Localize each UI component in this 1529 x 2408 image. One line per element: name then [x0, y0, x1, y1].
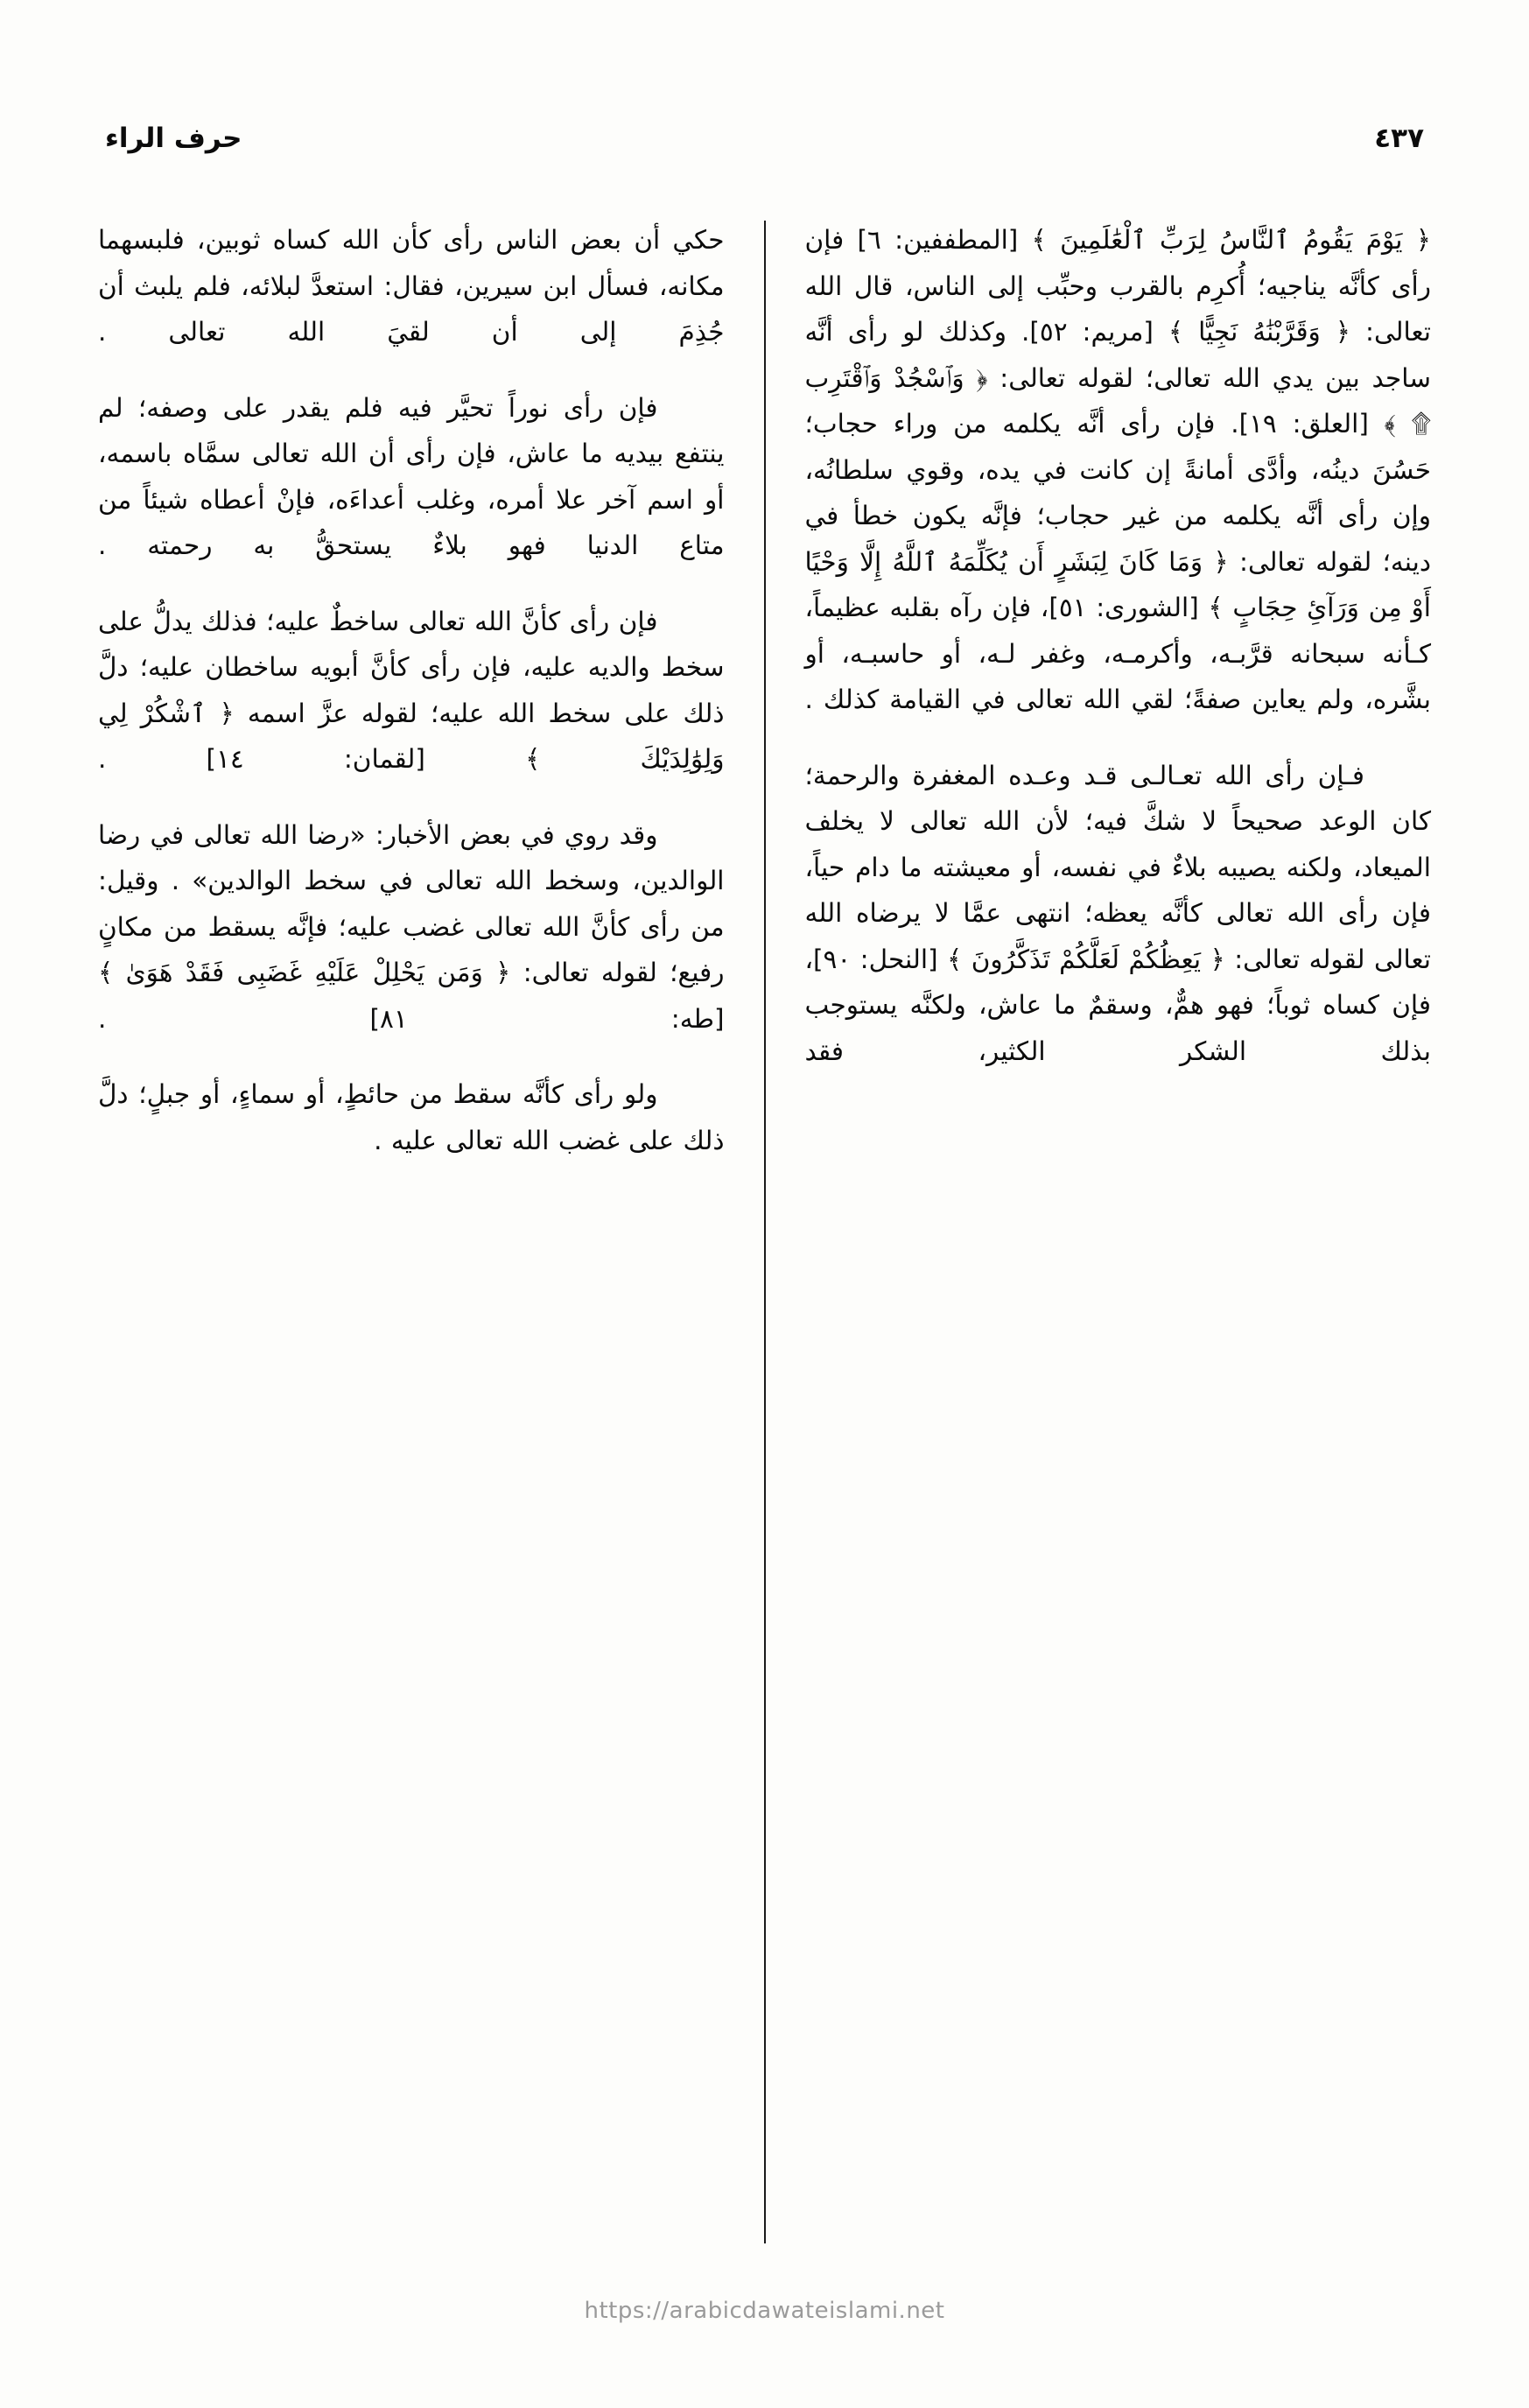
chapter-title: حرف الراء	[105, 123, 242, 154]
paragraph: فـإن رأى الله تعـالـى قـد وعـده المغفرة والرحمة؛ كان الوعد صحيحاً لا شكَّ فيه؛ لأن الله تعالى لا يخلف الميعاد، ولكنه يصيبه بلاءٌ في نفسه، أو معيشته ما دام حياً، فإن رأى الله تعالى كأنَّه يعظه؛ انتهى عمَّا لا يرضاه الله تعالى لقوله تعالى: ﴿ يَعِظُكُمْ لَعَلَّكُمْ تَذَكَّرُونَ ﴾ [النحل: ٩٠]، فإن كساه ثوباً؛ فهو همٌّ، وسقمٌ ما عاش، ولكنَّه يستوجب بذلك الشكر الكثير، فقد	[804, 760, 1431, 1066]
column-right	[765, 217, 1432, 2250]
paragraph: ﴿ يَوْمَ يَقُومُ ٱلنَّاسُ لِرَبِّ ٱلْعَٰلَمِينَ ﴾ [المطففين: ٦] فإن رأى كأنَّه يناجيه؛ أُكرِم بالقرب وحبِّب إلى الناس، قال الله تعالى: ﴿ وَقَرَّبْنَٰهُ نَجِيًّا ﴾ [مريم: ٥٢]. وكذلك لو رأى أنَّه ساجد بين يدي الله تعالى؛ لقوله تعالى: ﴿ وَٱسْجُدْ وَٱقْتَرِب ۩ ﴾ [العلق: ١٩]. فإن رأى أنَّه يكلمه من وراء حجاب؛ حَسُنَ دينُه، وأدَّى أمانةً إن كانت في يده، وقوي سلطانُه، وإن رأى أنَّه يكلمه من غير حجاب؛ فإنَّه يكون خطأ في دينه؛ لقوله تعالى: ﴿ وَمَا كَانَ لِبَشَرٍ أَن يُكَلِّمَهُ ٱللَّهُ إِلَّا وَحْيًا أَوْ مِن وَرَآئِ حِجَابٍ ﴾ [الشورى: ٥١]، فإن رآه بقلبه عظيماً، كـأنه سبحانه قرَّبـه، وأكرمـه، وغفر لـه، أو حاسبـه، أو بشَّره، ولم يعاين صفةً؛ لقي الله تعالى في القيامة كذلك .	[804, 225, 1431, 714]
page-body	[98, 217, 1431, 2250]
paragraph: وقد روي في بعض الأخبار: «رضا الله تعالى في رضا الوالدين، وسخط الله تعالى في سخط الوالدين» . وقيل: من رأى كأنَّ الله تعالى غضب عليه؛ فإنَّه يسقط من مكانٍ رفيع؛ لقوله تعالى: ﴿ وَمَن يَحْلِلْ عَلَيْهِ غَضَبِى فَقَدْ هَوَىٰ ﴾ [طه: ٨١] .	[98, 819, 725, 1034]
page-number: ٤٣٧	[1374, 123, 1424, 154]
paragraph: ولو رأى كأنَّه سقط من حائطٍ، أو سماءٍ، أو جبلٍ؛ دلَّ ذلك على غضب الله تعالى عليه .	[98, 1079, 725, 1155]
column-left	[98, 217, 765, 2250]
paragraph: فإن رأى كأنَّ الله تعالى ساخطٌ عليه؛ فذلك يدلُّ على سخط والديه عليه، فإن رأى كأنَّ أبويه ساخطان عليه؛ دلَّ ذلك على سخط الله عليه؛ لقوله عزَّ اسمه ﴿ ٱشْكُرْ لِي وَلِوَٰلِدَيْكَ ﴾ [لقمان: ١٤] .	[98, 606, 725, 774]
watermark-url: https://arabicdawateislami.net	[584, 2298, 945, 2324]
paragraph: حكي أن بعض الناس رأى كأن الله كساه ثوبين، فلبسهما مكانه، فسأل ابن سيرين، فقال: استعدَّ لبلائه، فلم يلبث أن جُذِمَ إلى أن لقيَ الله تعالى .	[98, 225, 725, 347]
paragraph: فإن رأى نوراً تحيَّر فيه فلم يقدر على وصفه؛ لم ينتفع بيديه ما عاش، فإن رأى أن الله تعالى سمَّاه باسمه، أو اسم آخر علا أمره، وغلب أعداءَه، فإنْ أعطاه شيئاً من متاع الدنيا فهو بلاءٌ يستحقُّ به رحمته .	[98, 392, 725, 560]
page-header	[105, 112, 1424, 165]
